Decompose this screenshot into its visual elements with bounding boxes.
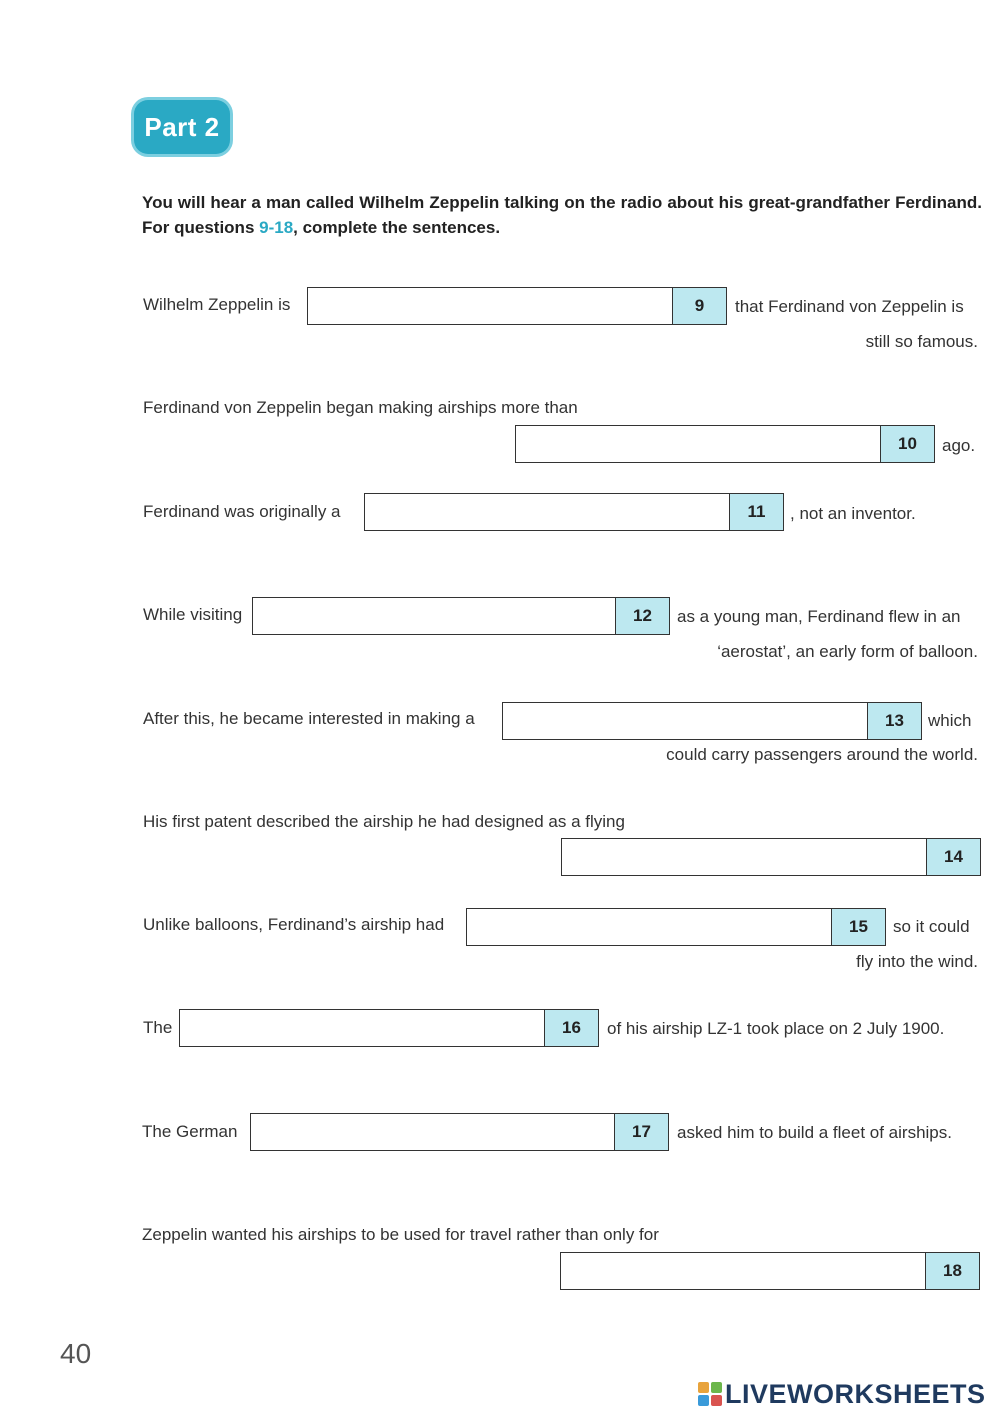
q10-number: 10 (880, 426, 934, 462)
q10-answer-input[interactable] (516, 426, 881, 462)
q12-answer-box (252, 597, 670, 635)
q15-continuation-line2: fly into the wind. (856, 952, 978, 971)
q9-answer-input[interactable] (308, 288, 673, 324)
q11-prompt: Ferdinand was originally a (143, 502, 341, 521)
q9-continuation: that Ferdinand von Zeppelin is (735, 297, 964, 316)
q18-number: 18 (925, 1253, 979, 1289)
q13-number: 13 (867, 703, 921, 739)
q15-prompt: Unlike balloons, Ferdinand’s airship had (143, 915, 445, 934)
logo-text: LIVEWORKSHEETS (725, 1378, 986, 1409)
q17-answer-box (250, 1113, 669, 1151)
q17-continuation: asked him to build a fleet of airships. (677, 1123, 952, 1142)
q12-number: 12 (615, 598, 669, 634)
q10-continuation: ago. (942, 436, 976, 455)
q14-answer-box (561, 838, 981, 876)
q15-number: 15 (831, 909, 885, 945)
q18-prompt: Zeppelin wanted his airships to be used for travel rather than only for (142, 1225, 659, 1244)
q9-number: 9 (672, 288, 726, 324)
q16-continuation: of his airship LZ-1 took place on 2 July 1900. (607, 1019, 945, 1038)
q9-answer-box (307, 287, 727, 325)
instructions-text-end: , complete the sentences. (293, 218, 501, 237)
q15-answer-input[interactable] (467, 909, 832, 945)
q14-number: 14 (926, 839, 980, 875)
q9-prompt: Wilhelm Zeppelin is (143, 295, 291, 314)
q17-answer-input[interactable] (251, 1114, 615, 1150)
q15-continuation: so it could (893, 917, 970, 936)
q11-answer-input[interactable] (365, 494, 730, 530)
part-badge: Part 2 (134, 100, 230, 154)
q15-answer-box (466, 908, 886, 946)
page-number: 40 (60, 1338, 92, 1369)
q10-prompt: Ferdinand von Zeppelin began making airships more than (143, 398, 578, 417)
q16-prompt: The (143, 1018, 173, 1037)
q16-answer-box (179, 1009, 599, 1047)
instructions (142, 190, 982, 240)
q14-prompt: His first patent described the airship he had designed as a flying (143, 812, 625, 831)
q13-answer-box (502, 702, 922, 740)
question-range: 9-18 (259, 218, 294, 237)
q12-continuation: as a young man, Ferdinand flew in an (677, 607, 961, 626)
q12-answer-input[interactable] (253, 598, 616, 634)
q18-answer-box (560, 1252, 980, 1290)
q11-number: 11 (729, 494, 783, 530)
instructions-text: You will hear a man called Wilhelm Zeppelin talking on the radio about his great-grandfather Ferdinand. For questions (142, 193, 982, 237)
q18-answer-input[interactable] (561, 1253, 926, 1289)
q12-continuation-line2: ‘aerostat’, an early form of balloon. (717, 642, 978, 661)
q17-prompt: The German (142, 1122, 238, 1141)
liveworksheets-logo[interactable] (698, 1378, 986, 1410)
q13-prompt: After this, he became interested in making a (143, 709, 475, 728)
q16-number: 16 (544, 1010, 598, 1046)
q11-answer-box (364, 493, 784, 531)
logo-grid-icon (698, 1382, 722, 1406)
q10-answer-box (515, 425, 935, 463)
q11-continuation: , not an inventor. (790, 504, 916, 523)
q16-answer-input[interactable] (180, 1010, 545, 1046)
q13-answer-input[interactable] (503, 703, 868, 739)
q17-number: 17 (614, 1114, 668, 1150)
q9-continuation-line2: still so famous. (865, 332, 978, 351)
q13-continuation: which (928, 711, 972, 730)
q12-prompt: While visiting (143, 605, 243, 624)
q13-continuation-line2: could carry passengers around the world. (666, 745, 978, 764)
q14-answer-input[interactable] (562, 839, 927, 875)
